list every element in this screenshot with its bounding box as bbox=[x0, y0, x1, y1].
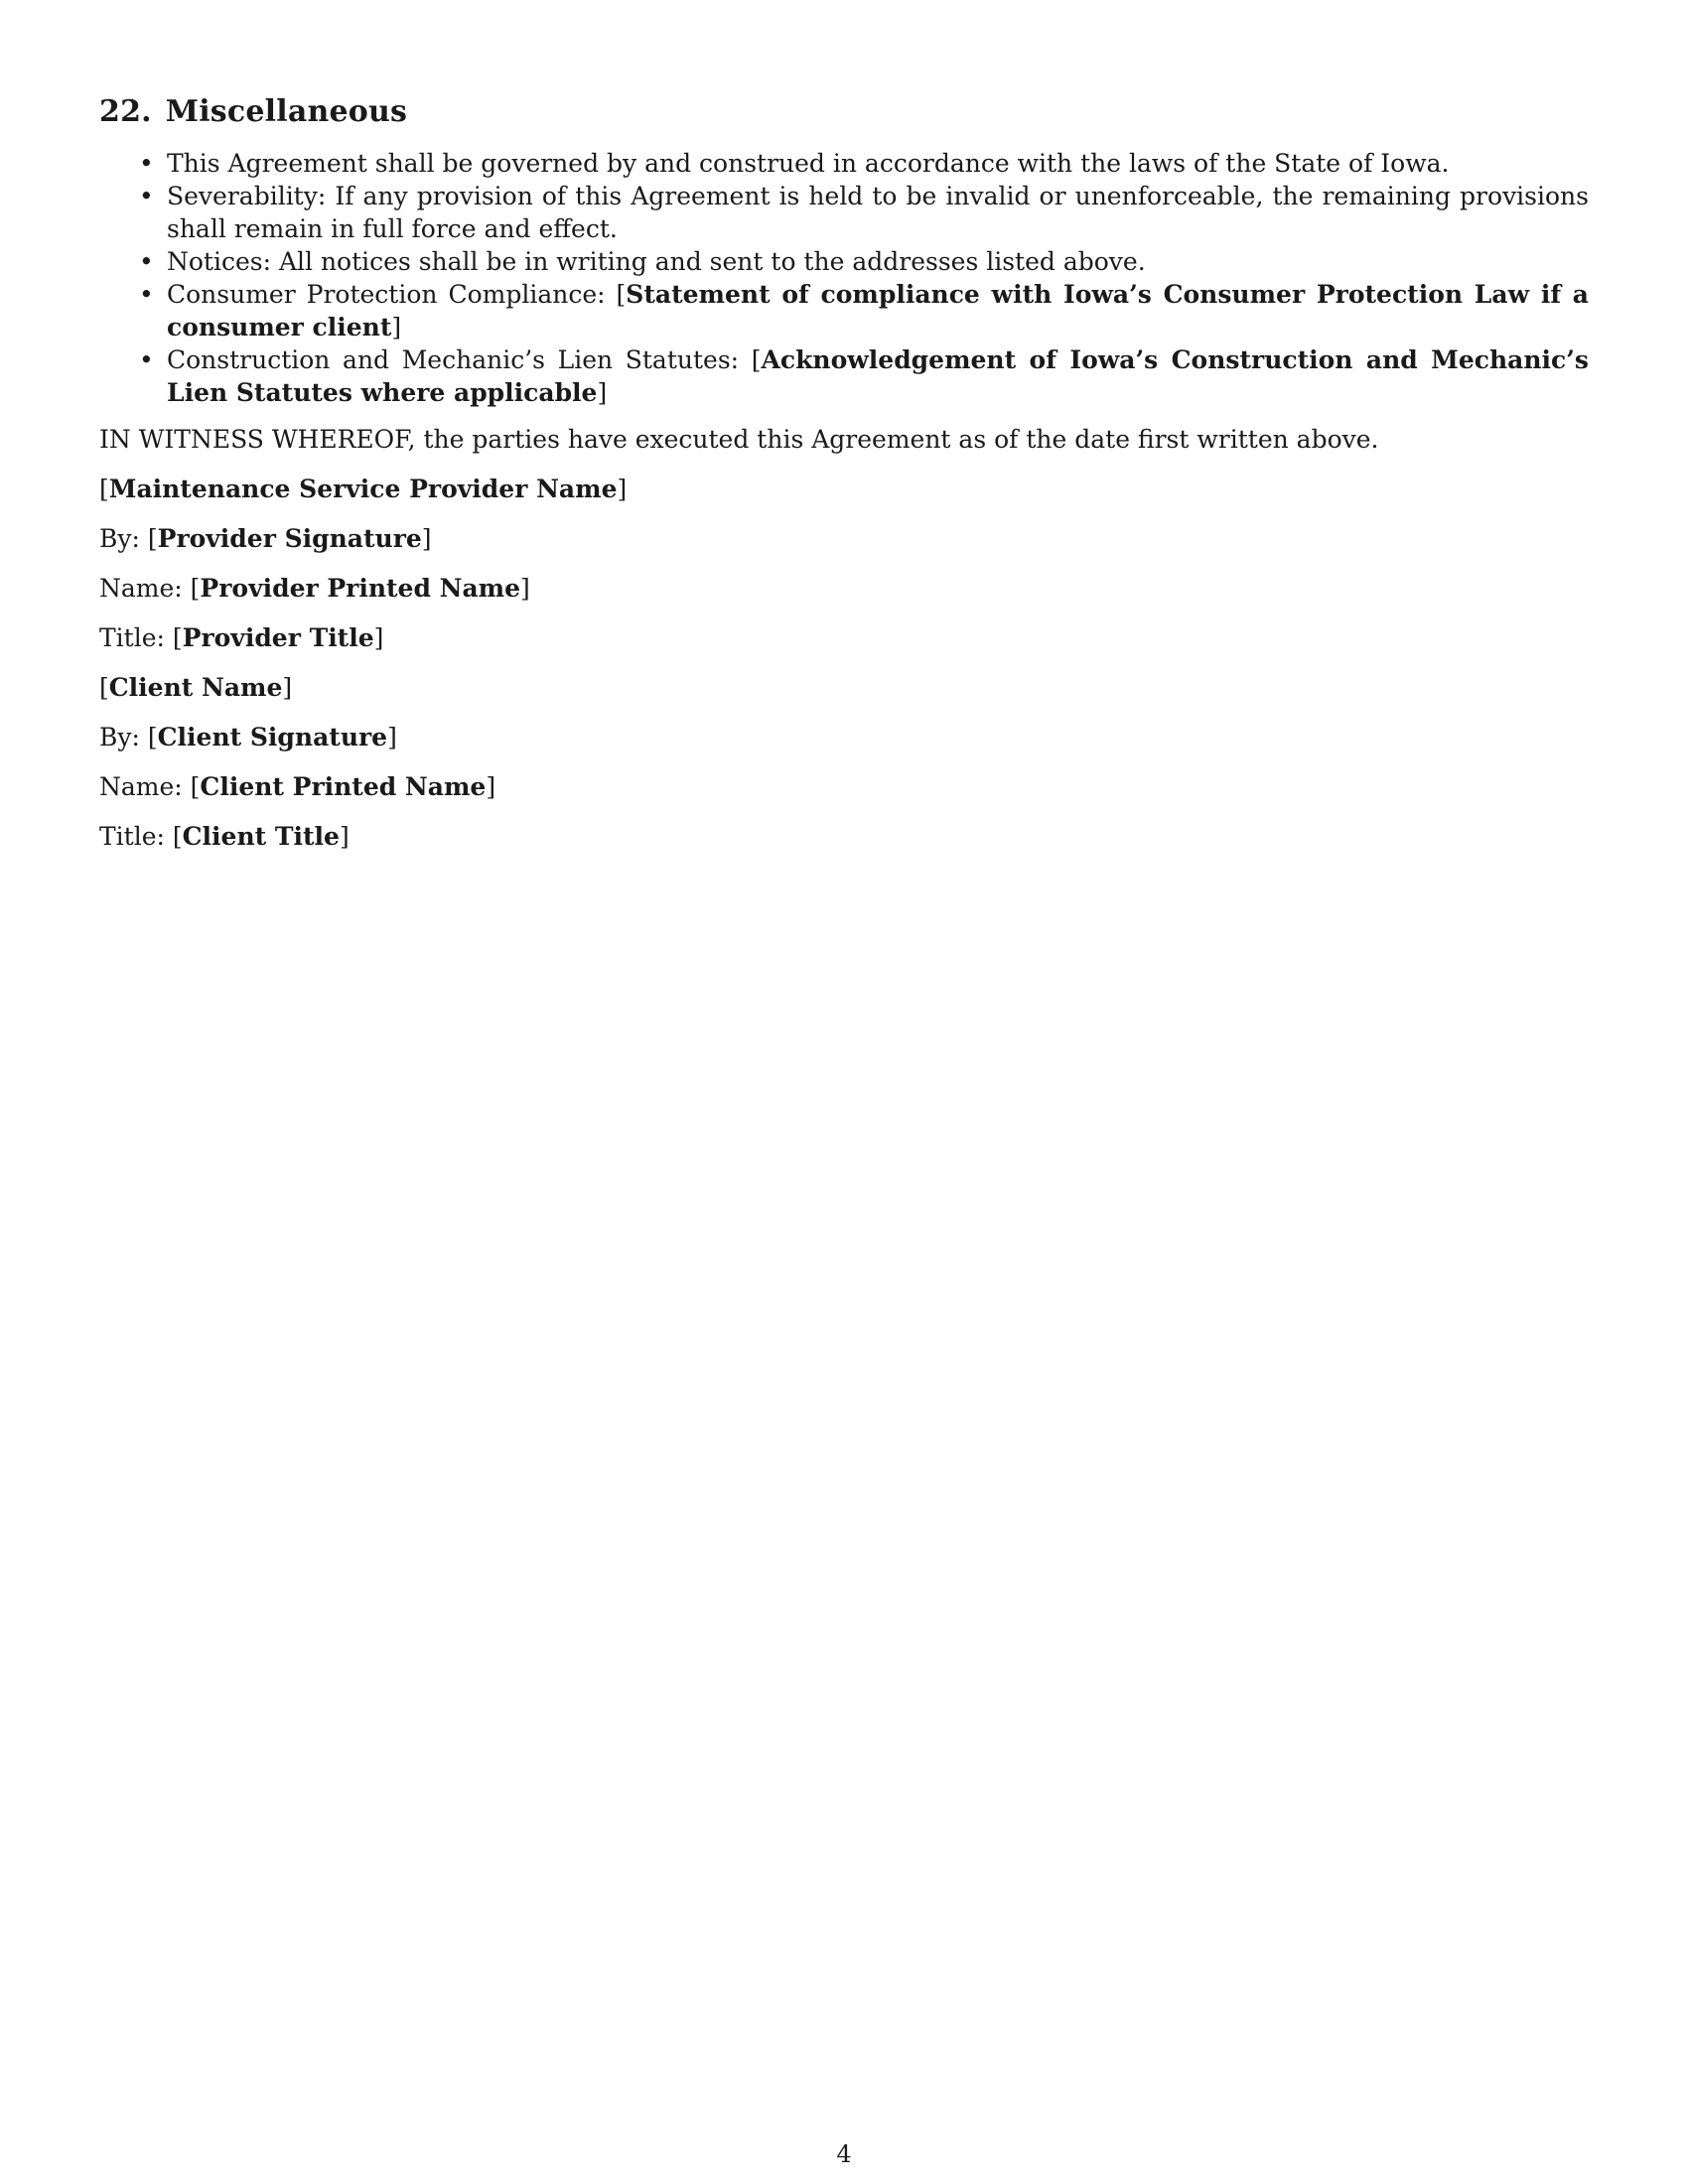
provider-printed-name-line bbox=[99, 572, 1589, 605]
bracket-open: [ bbox=[99, 475, 109, 503]
list-item-text: Notices: All notices shall be in writing and sent to the addresses listed above. bbox=[167, 247, 1146, 276]
by-label: By: bbox=[99, 723, 148, 751]
client-title-line bbox=[99, 820, 1589, 853]
provider-title: Provider Title bbox=[182, 623, 374, 652]
bracket-open: [ bbox=[172, 623, 183, 652]
title-label: Title: bbox=[99, 623, 173, 652]
bracket-open: [ bbox=[147, 524, 158, 553]
miscellaneous-list bbox=[99, 147, 1589, 409]
provider-signature: Provider Signature bbox=[157, 524, 422, 553]
client-printed-name: Client Printed Name bbox=[200, 772, 487, 801]
placeholder-consumer-protection: Statement of compliance with Iowa’s Consumer Protection Law if a consumer client bbox=[167, 280, 1589, 341]
bracket-close: ] bbox=[520, 574, 530, 603]
section-number: 22. bbox=[99, 94, 152, 129]
bracket-open: [ bbox=[190, 772, 201, 801]
page-number: 4 bbox=[836, 2140, 852, 2168]
list-item-lien-statutes bbox=[99, 343, 1589, 409]
name-label: Name: bbox=[99, 574, 191, 603]
list-item-text: This Agreement shall be governed by and construed in accordance with the laws of the State of Iowa. bbox=[167, 149, 1450, 178]
bullet-icon: • bbox=[139, 345, 154, 374]
bracket-open: [ bbox=[616, 280, 627, 309]
bullet-icon: • bbox=[139, 280, 154, 309]
provider-title-line bbox=[99, 621, 1589, 654]
list-item-governing-law bbox=[99, 147, 1589, 180]
list-item-text: Construction and Mechanic’s Lien Statutes: bbox=[167, 345, 752, 374]
bracket-close: ] bbox=[387, 723, 397, 751]
client-signature: Client Signature bbox=[157, 723, 388, 751]
bullet-icon: • bbox=[139, 247, 154, 276]
bullet-icon: • bbox=[139, 182, 154, 210]
bracket-close: ] bbox=[282, 673, 293, 702]
list-item-text: Severability: If any provision of this Agreement is held to be invalid or unenforceable, the remaining provisions shall remain in full force and effect. bbox=[167, 182, 1589, 243]
bracket-open: [ bbox=[190, 574, 201, 603]
bracket-close: ] bbox=[339, 822, 350, 851]
title-label: Title: bbox=[99, 822, 173, 851]
list-item-consumer-protection bbox=[99, 278, 1589, 343]
bracket-close: ] bbox=[597, 378, 608, 407]
witness-statement: IN WITNESS WHEREOF, the parties have executed this Agreement as of the date first written above. bbox=[99, 425, 1379, 454]
bracket-open: [ bbox=[99, 673, 109, 702]
client-signature-line bbox=[99, 721, 1589, 753]
list-item-severability bbox=[99, 180, 1589, 245]
section-heading bbox=[99, 93, 1589, 131]
list-item-text: Consumer Protection Compliance: bbox=[167, 280, 617, 309]
client-title: Client Title bbox=[182, 822, 340, 851]
list-item-notices bbox=[99, 245, 1589, 278]
name-label: Name: bbox=[99, 772, 191, 801]
document-page bbox=[99, 93, 1589, 870]
bullet-icon: • bbox=[139, 149, 154, 178]
bracket-open: [ bbox=[751, 345, 762, 374]
bracket-close: ] bbox=[617, 475, 628, 503]
by-label: By: bbox=[99, 524, 148, 553]
placeholder-lien-statutes: Acknowledgement of Iowa’s Construction and Mechanic’s Lien Statutes where applicable bbox=[167, 345, 1589, 407]
section-title: Miscellaneous bbox=[165, 94, 408, 129]
bracket-open: [ bbox=[147, 723, 158, 751]
bracket-close: ] bbox=[486, 772, 496, 801]
provider-name-line bbox=[99, 473, 1589, 505]
bracket-close: ] bbox=[421, 524, 432, 553]
provider-name: Maintenance Service Provider Name bbox=[108, 475, 618, 503]
provider-signature-line bbox=[99, 522, 1589, 555]
client-name-line bbox=[99, 671, 1589, 704]
bracket-close: ] bbox=[373, 623, 384, 652]
bracket-open: [ bbox=[172, 822, 183, 851]
client-name: Client Name bbox=[108, 673, 283, 702]
bracket-close: ] bbox=[391, 313, 402, 341]
client-printed-name-line bbox=[99, 770, 1589, 803]
provider-printed-name: Provider Printed Name bbox=[200, 574, 521, 603]
